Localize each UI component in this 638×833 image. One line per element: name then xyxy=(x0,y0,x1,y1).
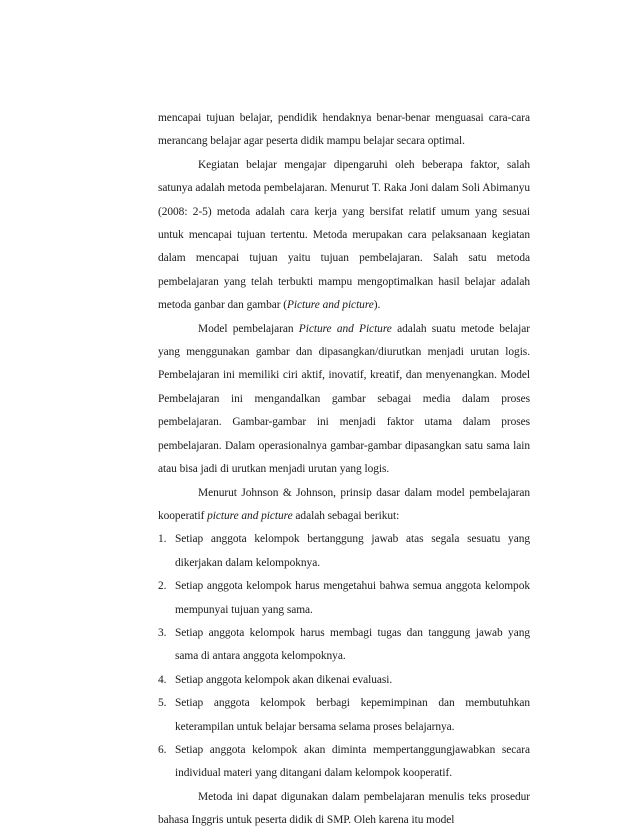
list-item xyxy=(158,669,530,692)
paragraph-2 xyxy=(158,154,530,318)
list-item-text: Setiap anggota kelompok akan dikenai evaluasi. xyxy=(175,673,393,686)
list-item-text: Setiap anggota kelompok harus mengetahui bahwa semua anggota kelompok mempunyai tujuan yang sama. xyxy=(175,580,530,616)
list-item xyxy=(158,622,530,669)
paragraph-5: Metoda ini dapat digunakan dalam pembelajaran menulis teks prosedur bahasa Inggris untuk peserta didik di SMP. Oleh karena itu model xyxy=(158,790,530,827)
paragraph-4-end: adalah sebagai berikut: xyxy=(292,509,400,522)
paragraph-3-italic: Picture and Picture xyxy=(298,322,392,335)
list-item-text: Setiap anggota kelompok harus membagi tugas dan tanggung jawab yang sama di antara anggota kelompoknya. xyxy=(175,626,530,663)
list-item-text: Setiap anggota kelompok akan diminta mempertanggungjawabkan secara individual materi yang ditangani dalam kelompok kooperatif. xyxy=(175,743,530,780)
list-item-number: 6. xyxy=(158,743,167,756)
list-item-text: Setiap anggota kelompok bertanggung jawab atas segala sesuatu yang dikerjakan dalam kelompoknya. xyxy=(175,533,530,569)
list-item xyxy=(158,739,530,786)
list-item-number: 4. xyxy=(158,673,167,686)
principles-list xyxy=(158,528,530,785)
paragraph-4-start: Menurut Johnson & Johnson, prinsip dasar dalam model pembelajaran kooperatif xyxy=(158,486,530,522)
list-item-number: 1. xyxy=(158,533,167,546)
list-item xyxy=(158,692,530,739)
list-item-number: 5. xyxy=(158,697,167,710)
paragraph-3 xyxy=(158,318,530,482)
list-item xyxy=(158,528,530,575)
paragraph-2-text: Kegiatan belajar mengajar dipengaruhi oleh beberapa faktor, salah satunya adalah metoda pembelajaran. Menurut T. Raka Joni dalam Soli Abimanyu (2008: 2-5) metoda adalah cara kerja yang bersifat relatif umum yang sesuai untuk mencapai tujuan tertentu. Metoda merupakan cara pelaksanaan kegiatan dalam mencapai tujuan yaitu tujuan pembelajaran. Salah satu metoda pembelajaran yang telah terbukti mampu mengoptimalkan hasil belajar adalah metoda ganbar dan gambar ( xyxy=(158,158,530,312)
paragraph-3-rest: adalah suatu metode belajar yang menggunakan gambar dan dipasangkan/diurutkan menjadi urutan logis. Pembelajaran ini memiliki ciri aktif, inovatif, kreatif, dan menyenangkan. Model Pembelajaran ini mengandalkan gambar sebagai media dalam proses pembelajaran. Gambar-gambar ini menjadi faktor utama dalam proses pembelajaran. Dalam operasionalnya gambar-gambar dipasangkan satu sama lain atau bisa jadi di urutkan menjadi urutan yang logis. xyxy=(158,322,530,476)
paragraph-2-end: ). xyxy=(373,299,381,312)
document-body xyxy=(158,107,530,833)
list-item-number: 3. xyxy=(158,626,167,639)
paragraph-4-italic: picture and picture xyxy=(207,509,293,522)
list-item-number: 2. xyxy=(158,580,167,593)
paragraph-3-start: Model pembelajaran xyxy=(198,322,299,335)
list-item-text: Setiap anggota kelompok berbagi kepemimpinan dan membutuhkan keterampilan untuk belajar bersama selama proses belajarnya. xyxy=(175,697,530,733)
list-item xyxy=(158,575,530,622)
paragraph-2-italic: Picture and picture xyxy=(287,299,374,312)
paragraph-1: mencapai tujuan belajar, pendidik hendaknya benar-benar menguasai cara-cara merancang belajar agar peserta didik mampu belajar secara optimal. xyxy=(158,112,530,148)
paragraph-4 xyxy=(158,482,530,529)
